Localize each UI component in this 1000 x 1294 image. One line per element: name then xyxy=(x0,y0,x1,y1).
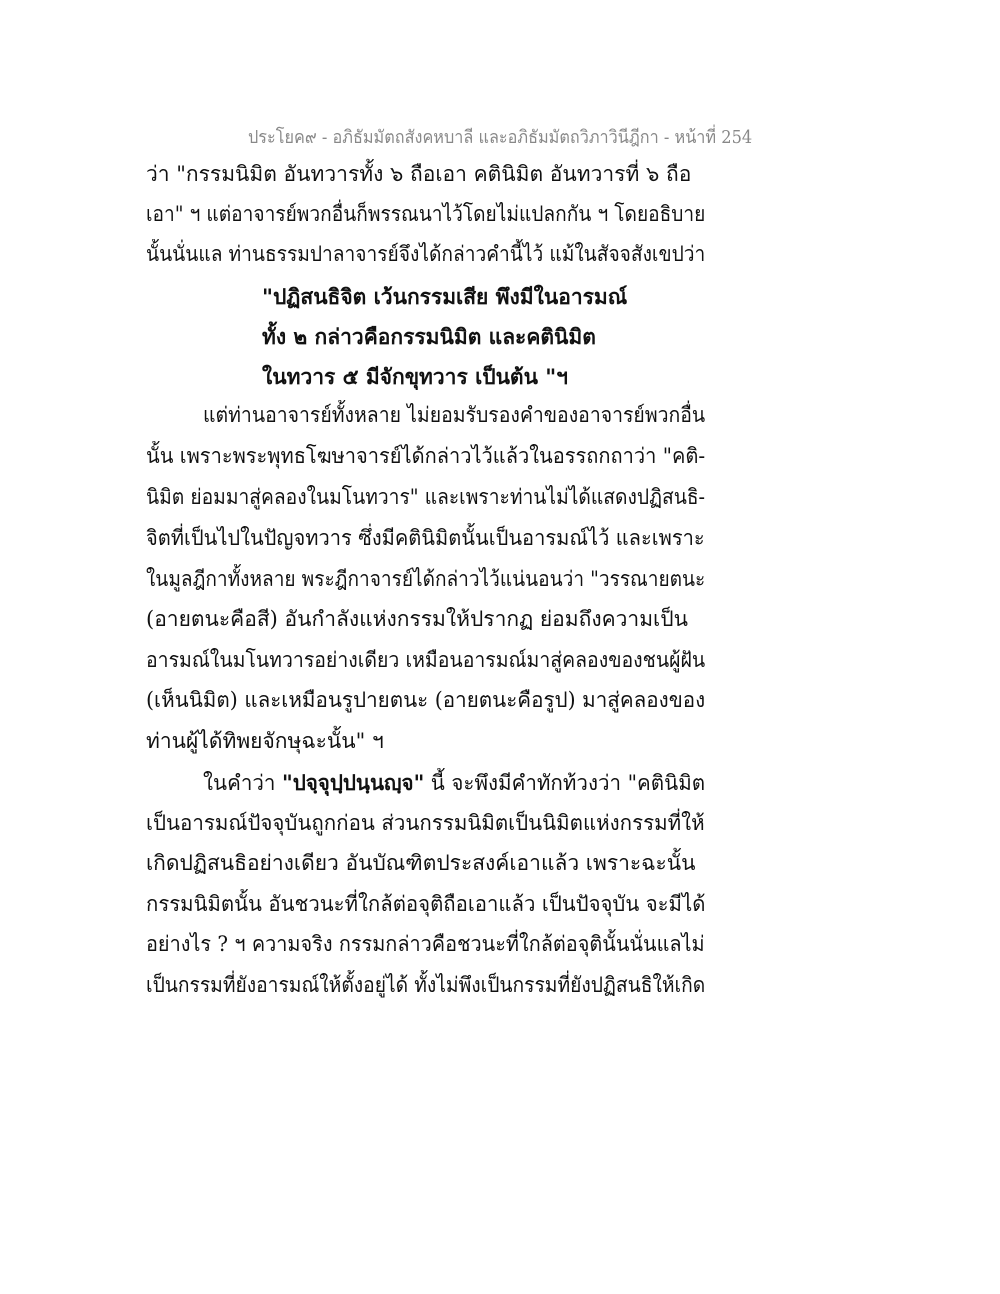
para3-line-2: เป็นอารมณ์ปัจจุบันถูกก่อน ส่วนกรรมนิมิตเป็นนิมิตแห่งกรรมที่ให้ xyxy=(146,811,705,835)
para1-line-3: นั้นนั่นแล ท่านธรรมปาลาจารย์จึงได้กล่าวคำนี้ไว้ แม้ในสัจจสังเขปว่า xyxy=(146,242,706,266)
para2-line-2: นั้น เพราะพระพุทธโฆษาจารย์ได้กล่าวไว้แล้วในอรรถกถาว่า "คติ- xyxy=(146,444,706,468)
para2-line-3: นิมิต ย่อมมาสู่คลองในมโนทวาร" และเพราะท่านไม่ได้แสดงปฏิสนธิ- xyxy=(146,485,706,509)
para2-line-1: แต่ท่านอาจารย์ทั้งหลาย ไม่ยอมรับรองคำของอาจารย์พวกอื่น xyxy=(203,403,706,427)
para2-line-6: (อายตนะคือสี) อันกำลังแห่งกรรมให้ปรากฏ ย่อมถึงความเป็น xyxy=(146,607,688,631)
para3-line-5: อย่างไร ? ฯ ความจริง กรรมกล่าวคือชวนะที่ใกล้ต่อจุตินั้นนั่นแลไม่ xyxy=(146,932,705,956)
para2-line-7: อารมณ์ในมโนทวารอย่างเดียว เหมือนอารมณ์มาสู่คลองของชนผู้ฝัน xyxy=(146,648,706,672)
para2-line-5: ในมูลฎีกาทั้งหลาย พระฎีกาจารย์ได้กล่าวไว้แน่นอนว่า "วรรณายตนะ xyxy=(146,567,706,591)
para3-line-6: เป็นกรรมที่ยังอารมณ์ให้ตั้งอยู่ได้ ทั้งไม่พึงเป็นกรรมที่ยังปฏิสนธิให้เกิด xyxy=(146,973,706,997)
para3-line-3: เกิดปฏิสนธิอย่างเดียว อันบัณฑิตประสงค์เอาแล้ว เพราะฉะนั้น xyxy=(146,851,696,875)
para2-line-4: จิตที่เป็นไปในปัญจทวาร ซึ่งมีคตินิมิตนั้นเป็นอารมณ์ไว้ และเพราะ xyxy=(146,526,705,550)
verse-line-1: "ปฏิสนธิจิต เว้นกรรมเสีย พึงมีในอารมณ์ xyxy=(262,284,628,309)
para3-suffix: นี้ จะพึงมีคำทักท้วงว่า "คตินิมิต xyxy=(424,771,706,795)
para1-line-2: เอา" ฯ แต่อาจารย์พวกอื่นก็พรรณนาไว้โดยไม่แปลกกัน ฯ โดยอธิบาย xyxy=(146,202,706,226)
verse-line-2: ทั้ง ๒ กล่าวคือกรรมนิมิต และคตินิมิต xyxy=(262,324,596,349)
para3-line-1 xyxy=(203,772,705,794)
page-header: ประโยค๙ - อภิธัมมัตถสังคหบาลี และอภิธัมมัตถวิภาวินีฎีกา - หน้าที่ 254 xyxy=(248,127,753,148)
verse-line-3: ในทวาร ๕ มีจักขุทวาร เป็นต้น "ฯ xyxy=(262,364,568,389)
para3-prefix: ในคำว่า xyxy=(203,771,282,795)
para3-line-4: กรรมนิมิตนั้น อันชวนะที่ใกล้ต่อจุติถือเอาแล้ว เป็นปัจจุบัน จะมีได้ xyxy=(146,892,706,916)
para2-line-8: (เห็นนิมิต) และเหมือนรูปายตนะ (อายตนะคือรูป) มาสู่คลองของ xyxy=(146,688,706,712)
para2-line-9: ท่านผู้ได้ทิพยจักษุฉะนั้น" ฯ xyxy=(146,729,384,753)
para3-bold-term: "ปจฺจุปฺปนฺนญฺจ" xyxy=(281,770,425,795)
para1-line-1: ว่า "กรรมนิมิต อันทวารทั้ง ๖ ถือเอา คตินิมิต อันทวารที่ ๖ ถือ xyxy=(146,162,692,186)
